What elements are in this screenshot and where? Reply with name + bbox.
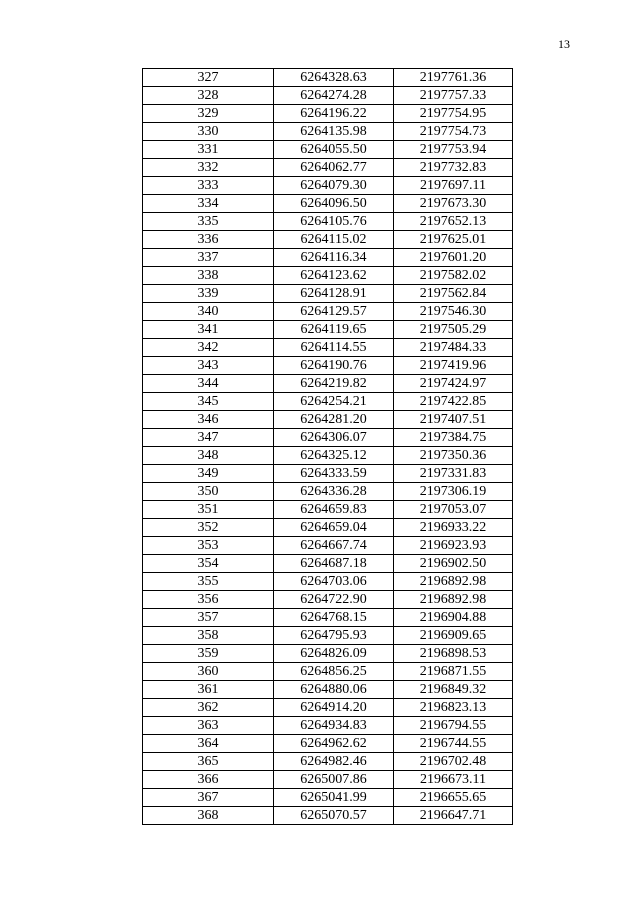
point-number-cell: 340: [143, 303, 274, 321]
y-coordinate-cell: 2197505.29: [394, 321, 513, 339]
x-coordinate-cell: 6265007.86: [274, 771, 394, 789]
x-coordinate-cell: 6265070.57: [274, 807, 394, 825]
table-row: [143, 231, 513, 249]
table-row: [143, 447, 513, 465]
point-number-cell: 357: [143, 609, 274, 627]
y-coordinate-cell: 2196744.55: [394, 735, 513, 753]
point-number-cell: 348: [143, 447, 274, 465]
x-coordinate-cell: 6264826.09: [274, 645, 394, 663]
y-coordinate-cell: 2196909.65: [394, 627, 513, 645]
y-coordinate-cell: 2197562.84: [394, 285, 513, 303]
point-number-cell: 334: [143, 195, 274, 213]
point-number-cell: 338: [143, 267, 274, 285]
point-number-cell: 332: [143, 159, 274, 177]
table-row: [143, 609, 513, 627]
point-number-cell: 342: [143, 339, 274, 357]
table-row: [143, 789, 513, 807]
table-row: [143, 807, 513, 825]
point-number-cell: 327: [143, 69, 274, 87]
table-row: [143, 339, 513, 357]
x-coordinate-cell: 6264281.20: [274, 411, 394, 429]
x-coordinate-cell: 6264795.93: [274, 627, 394, 645]
table-row: [143, 735, 513, 753]
table-row: [143, 123, 513, 141]
x-coordinate-cell: 6265041.99: [274, 789, 394, 807]
y-coordinate-cell: 2197484.33: [394, 339, 513, 357]
y-coordinate-cell: 2197350.36: [394, 447, 513, 465]
point-number-cell: 365: [143, 753, 274, 771]
point-number-cell: 367: [143, 789, 274, 807]
x-coordinate-cell: 6264116.34: [274, 249, 394, 267]
point-number-cell: 359: [143, 645, 274, 663]
table-row: [143, 285, 513, 303]
point-number-cell: 364: [143, 735, 274, 753]
x-coordinate-cell: 6264333.59: [274, 465, 394, 483]
point-number-cell: 331: [143, 141, 274, 159]
x-coordinate-cell: 6264114.55: [274, 339, 394, 357]
x-coordinate-cell: 6264325.12: [274, 447, 394, 465]
table-row: [143, 465, 513, 483]
y-coordinate-cell: 2197582.02: [394, 267, 513, 285]
point-number-cell: 366: [143, 771, 274, 789]
table-row: [143, 159, 513, 177]
y-coordinate-cell: 2196892.98: [394, 591, 513, 609]
x-coordinate-cell: 6264880.06: [274, 681, 394, 699]
table-row: [143, 627, 513, 645]
x-coordinate-cell: 6264274.28: [274, 87, 394, 105]
point-number-cell: 354: [143, 555, 274, 573]
x-coordinate-cell: 6264687.18: [274, 555, 394, 573]
x-coordinate-cell: 6264219.82: [274, 375, 394, 393]
y-coordinate-cell: 2196933.22: [394, 519, 513, 537]
point-number-cell: 350: [143, 483, 274, 501]
x-coordinate-cell: 6264254.21: [274, 393, 394, 411]
y-coordinate-cell: 2196673.11: [394, 771, 513, 789]
x-coordinate-cell: 6264328.63: [274, 69, 394, 87]
table-row: [143, 105, 513, 123]
table-row: [143, 303, 513, 321]
x-coordinate-cell: 6264934.83: [274, 717, 394, 735]
y-coordinate-cell: 2197601.20: [394, 249, 513, 267]
table-row: [143, 321, 513, 339]
coordinates-table-body: [143, 69, 513, 825]
x-coordinate-cell: 6264129.57: [274, 303, 394, 321]
point-number-cell: 362: [143, 699, 274, 717]
table-row: [143, 645, 513, 663]
y-coordinate-cell: 2197625.01: [394, 231, 513, 249]
point-number-cell: 330: [143, 123, 274, 141]
y-coordinate-cell: 2196902.50: [394, 555, 513, 573]
x-coordinate-cell: 6264659.83: [274, 501, 394, 519]
point-number-cell: 336: [143, 231, 274, 249]
y-coordinate-cell: 2197424.97: [394, 375, 513, 393]
x-coordinate-cell: 6264336.28: [274, 483, 394, 501]
y-coordinate-cell: 2197384.75: [394, 429, 513, 447]
x-coordinate-cell: 6264914.20: [274, 699, 394, 717]
x-coordinate-cell: 6264105.76: [274, 213, 394, 231]
table-row: [143, 267, 513, 285]
x-coordinate-cell: 6264123.62: [274, 267, 394, 285]
y-coordinate-cell: 2197652.13: [394, 213, 513, 231]
table-row: [143, 429, 513, 447]
point-number-cell: 356: [143, 591, 274, 609]
y-coordinate-cell: 2196647.71: [394, 807, 513, 825]
y-coordinate-cell: 2197754.73: [394, 123, 513, 141]
y-coordinate-cell: 2197757.33: [394, 87, 513, 105]
x-coordinate-cell: 6264135.98: [274, 123, 394, 141]
y-coordinate-cell: 2196702.48: [394, 753, 513, 771]
x-coordinate-cell: 6264115.02: [274, 231, 394, 249]
table-row: [143, 375, 513, 393]
point-number-cell: 341: [143, 321, 274, 339]
y-coordinate-cell: 2197407.51: [394, 411, 513, 429]
table-row: [143, 663, 513, 681]
x-coordinate-cell: 6264703.06: [274, 573, 394, 591]
x-coordinate-cell: 6264055.50: [274, 141, 394, 159]
x-coordinate-cell: 6264982.46: [274, 753, 394, 771]
y-coordinate-cell: 2196923.93: [394, 537, 513, 555]
table-row: [143, 753, 513, 771]
y-coordinate-cell: 2197306.19: [394, 483, 513, 501]
table-row: [143, 69, 513, 87]
table-row: [143, 519, 513, 537]
point-number-cell: 347: [143, 429, 274, 447]
y-coordinate-cell: 2197754.95: [394, 105, 513, 123]
x-coordinate-cell: 6264096.50: [274, 195, 394, 213]
table-row: [143, 357, 513, 375]
point-number-cell: 353: [143, 537, 274, 555]
y-coordinate-cell: 2197673.30: [394, 195, 513, 213]
point-number-cell: 368: [143, 807, 274, 825]
x-coordinate-cell: 6264306.07: [274, 429, 394, 447]
y-coordinate-cell: 2197732.83: [394, 159, 513, 177]
table-row: [143, 195, 513, 213]
page-number: 13: [558, 37, 570, 51]
x-coordinate-cell: 6264962.62: [274, 735, 394, 753]
x-coordinate-cell: 6264079.30: [274, 177, 394, 195]
x-coordinate-cell: 6264196.22: [274, 105, 394, 123]
point-number-cell: 345: [143, 393, 274, 411]
y-coordinate-cell: 2196655.65: [394, 789, 513, 807]
point-number-cell: 343: [143, 357, 274, 375]
table-row: [143, 177, 513, 195]
y-coordinate-cell: 2197753.94: [394, 141, 513, 159]
x-coordinate-cell: 6264128.91: [274, 285, 394, 303]
coordinates-table: [142, 68, 513, 825]
y-coordinate-cell: 2196871.55: [394, 663, 513, 681]
point-number-cell: 346: [143, 411, 274, 429]
y-coordinate-cell: 2196823.13: [394, 699, 513, 717]
x-coordinate-cell: 6264856.25: [274, 663, 394, 681]
y-coordinate-cell: 2196849.32: [394, 681, 513, 699]
x-coordinate-cell: 6264722.90: [274, 591, 394, 609]
table-row: [143, 573, 513, 591]
point-number-cell: 335: [143, 213, 274, 231]
table-row: [143, 87, 513, 105]
y-coordinate-cell: 2197697.11: [394, 177, 513, 195]
table-row: [143, 249, 513, 267]
y-coordinate-cell: 2197053.07: [394, 501, 513, 519]
x-coordinate-cell: 6264768.15: [274, 609, 394, 627]
x-coordinate-cell: 6264190.76: [274, 357, 394, 375]
point-number-cell: 360: [143, 663, 274, 681]
y-coordinate-cell: 2197331.83: [394, 465, 513, 483]
table-row: [143, 555, 513, 573]
y-coordinate-cell: 2197761.36: [394, 69, 513, 87]
x-coordinate-cell: 6264667.74: [274, 537, 394, 555]
y-coordinate-cell: 2196904.88: [394, 609, 513, 627]
point-number-cell: 355: [143, 573, 274, 591]
point-number-cell: 344: [143, 375, 274, 393]
table-row: [143, 483, 513, 501]
table-row: [143, 717, 513, 735]
y-coordinate-cell: 2197546.30: [394, 303, 513, 321]
table-row: [143, 681, 513, 699]
point-number-cell: 349: [143, 465, 274, 483]
point-number-cell: 328: [143, 87, 274, 105]
point-number-cell: 339: [143, 285, 274, 303]
table-row: [143, 699, 513, 717]
y-coordinate-cell: 2196794.55: [394, 717, 513, 735]
table-row: [143, 213, 513, 231]
x-coordinate-cell: 6264119.65: [274, 321, 394, 339]
point-number-cell: 333: [143, 177, 274, 195]
point-number-cell: 352: [143, 519, 274, 537]
y-coordinate-cell: 2197419.96: [394, 357, 513, 375]
point-number-cell: 363: [143, 717, 274, 735]
point-number-cell: 351: [143, 501, 274, 519]
table-row: [143, 591, 513, 609]
y-coordinate-cell: 2197422.85: [394, 393, 513, 411]
table-row: [143, 771, 513, 789]
y-coordinate-cell: 2196898.53: [394, 645, 513, 663]
point-number-cell: 358: [143, 627, 274, 645]
table-row: [143, 537, 513, 555]
table-row: [143, 411, 513, 429]
table-row: [143, 141, 513, 159]
y-coordinate-cell: 2196892.98: [394, 573, 513, 591]
x-coordinate-cell: 6264062.77: [274, 159, 394, 177]
point-number-cell: 361: [143, 681, 274, 699]
table-row: [143, 393, 513, 411]
point-number-cell: 337: [143, 249, 274, 267]
table-row: [143, 501, 513, 519]
x-coordinate-cell: 6264659.04: [274, 519, 394, 537]
point-number-cell: 329: [143, 105, 274, 123]
